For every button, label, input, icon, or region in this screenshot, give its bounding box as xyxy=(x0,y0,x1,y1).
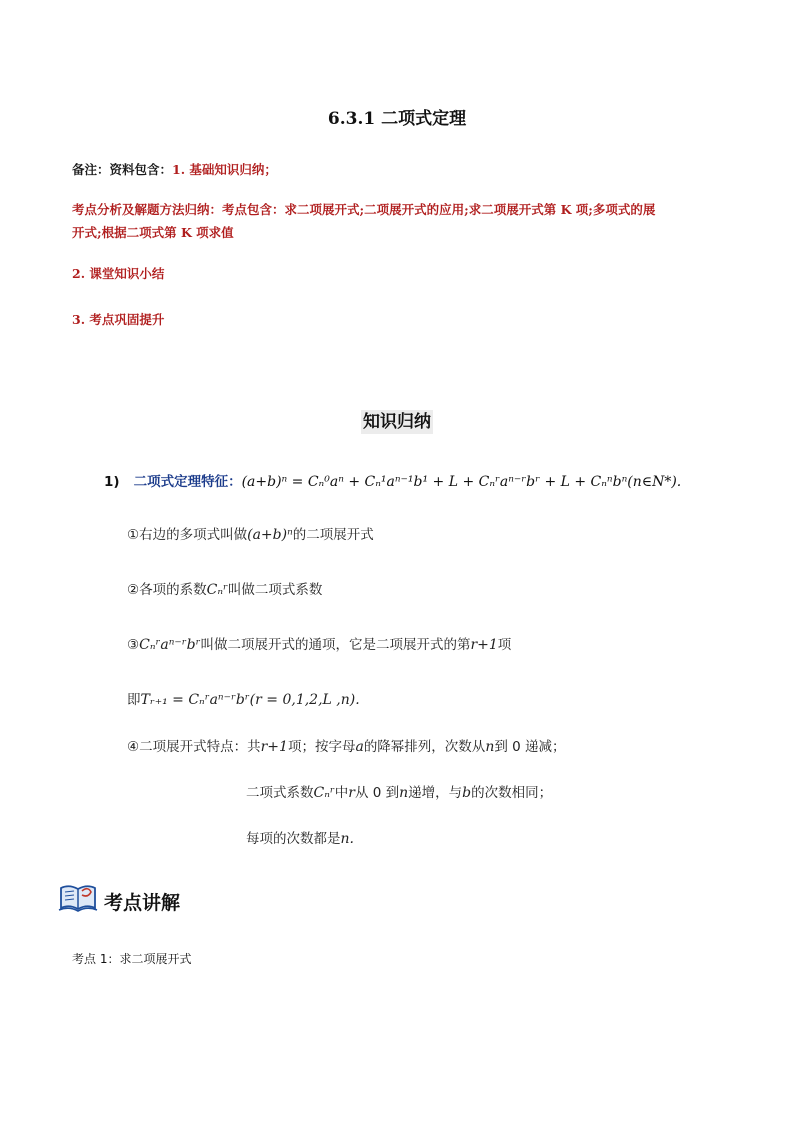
item-6-math-1: Cₙʳ xyxy=(313,785,335,801)
item-5-text-d: 到 0 递减； xyxy=(494,739,566,755)
item-6 xyxy=(246,781,552,801)
item-6-math-3: n xyxy=(399,785,409,801)
item-2-text-end: 叫做二项式系数 xyxy=(227,582,323,598)
item-6-text-c: 从 0 到 xyxy=(354,785,400,801)
item-3-math-2: r+1 xyxy=(470,637,498,653)
item-7-text: 每项的次数都是 xyxy=(246,831,341,847)
item-5-text-b: 项；按字母 xyxy=(287,739,356,755)
item-6-math-2: r xyxy=(348,785,355,801)
theorem-formula: (a+b)ⁿ = Cₙ⁰aⁿ + Cₙ¹aⁿ⁻¹b¹ + L + Cₙʳaⁿ⁻ʳbʳ + L + Cₙⁿbⁿ(n∈N*). xyxy=(241,474,682,490)
book-icon xyxy=(58,880,98,918)
item-1-text-end: 的二项展开式 xyxy=(292,527,374,543)
item-1-text: ①右边的多项式叫做 xyxy=(127,527,248,543)
note-item-3: 3. 考点巩固提升 xyxy=(72,312,165,327)
item-2-text: ②各项的系数 xyxy=(127,582,207,598)
note-line-3: 开式;根据二项式第 K 项求值 xyxy=(72,225,234,240)
item-6-text-e: 的次数相同； xyxy=(471,785,553,801)
section-title-text: 知识归纳 xyxy=(363,412,431,432)
item-3-text: ③ xyxy=(127,637,140,653)
item-2 xyxy=(127,578,322,598)
item-2-math: Cₙʳ xyxy=(206,582,228,598)
note-label: 备注：资料包含： xyxy=(72,162,173,177)
item-6-text-b: 中 xyxy=(334,785,349,801)
page-title: 6.3.1 二项式定理 xyxy=(327,109,467,129)
item-5-text-c: 的降幂排列，次数从 xyxy=(363,739,486,755)
item-3-math: Cₙʳaⁿ⁻ʳbʳ xyxy=(139,637,201,653)
theorem-number: 1) xyxy=(104,474,120,490)
section-title xyxy=(0,407,794,432)
item-1 xyxy=(127,523,374,543)
item-5-math-2: a xyxy=(355,739,364,755)
item-6-math-4: b xyxy=(462,785,472,801)
note-item-1: 1. 基础知识归纳； xyxy=(172,162,277,177)
item-3-text-end: 项 xyxy=(497,637,512,653)
item-5 xyxy=(127,735,566,755)
item-5-text-a: ④二项展开式特点：共 xyxy=(127,739,261,755)
kaodian-title: 考点讲解 xyxy=(104,892,181,914)
item-6-text-a: 二项式系数 xyxy=(246,785,314,801)
kaodian-item-1: 考点 1：求二项展开式 xyxy=(72,952,192,966)
item-5-math-3: n xyxy=(485,739,495,755)
item-6-text-d: 递增，与 xyxy=(408,785,463,801)
item-4-text: 即 xyxy=(127,692,141,708)
item-5-math-1: r+1 xyxy=(260,739,288,755)
theorem-line xyxy=(104,470,681,490)
item-1-math: (a+b)ⁿ xyxy=(247,527,293,543)
item-7-math: n. xyxy=(340,831,354,847)
item-4-math: Tᵣ₊₁ = Cₙʳaⁿ⁻ʳbʳ(r = 0,1,2,L ,n). xyxy=(140,692,360,708)
note-line-1 xyxy=(72,160,277,178)
item-7 xyxy=(246,827,354,847)
note-item-2: 2. 课堂知识小结 xyxy=(72,266,165,281)
item-4 xyxy=(127,688,360,708)
note-line-2: 考点分析及解题方法归纳：考点包含：求二项展开式;二项展开式的应用;求二项展开式第 K 项;多项式的展 xyxy=(72,202,656,217)
item-3 xyxy=(127,633,511,653)
theorem-label: 二项式定理特征： xyxy=(133,474,242,490)
item-3-text-mid: 叫做二项展开式的通项，它是二项展开式的第 xyxy=(200,637,471,653)
